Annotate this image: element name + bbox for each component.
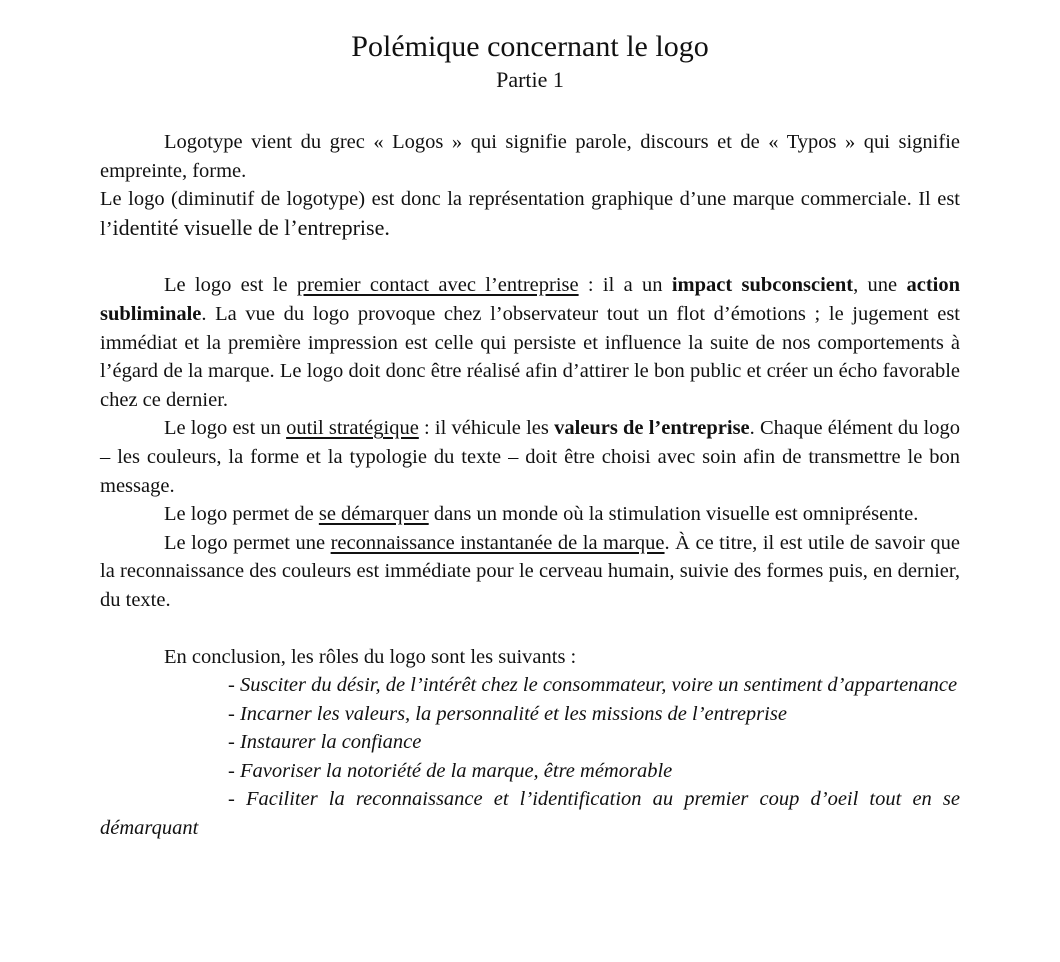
page-title: Polémique concernant le logo	[351, 30, 709, 63]
page-subtitle: Partie 1	[496, 67, 564, 92]
underlined-text: outil stratégique	[286, 417, 419, 440]
paragraph-text: . La vue du logo provoque chez l’observateur tout un flot d’émotions ; le jugement est immédiat et la première impression est celle qui persiste et influence la suite de nos comportements à l’égard de la marque. Le logo doit donc être réalisé afin d’attirer le bon public et créer un écho favorable chez ce dernier.	[100, 302, 960, 411]
paragraph-text: . Chaque élément du logo – les couleurs, la forme et la typologie du texte – doit être choisi avec soin afin de transmettre le bon message.	[100, 417, 961, 497]
paragraph-text: . À ce titre, il est utile de savoir que la reconnaissance des couleurs est immédiate pour le cerveau humain, suivie des formes puis, en dernier, du texte.	[100, 531, 960, 611]
paragraph-conclusion: En conclusion, les rôles du logo sont les suivants :	[164, 645, 577, 668]
paragraph-text: Le logo est un	[164, 417, 287, 440]
paragraph-recognition	[100, 529, 960, 615]
paragraph-text: Le logo est le	[164, 274, 297, 297]
paragraph-text: , une	[853, 274, 907, 297]
paragraph-strategic-tool	[100, 414, 960, 500]
list-item: - Instaurer la confiance	[228, 731, 422, 754]
spacer	[100, 615, 960, 643]
paragraph-text: : il véhicule les	[418, 417, 555, 440]
paragraph-text: Le logo (diminutif de logotype) est donc la représentation graphique d’une marque commerciale. Il est l’	[100, 188, 960, 240]
list-item: - Faciliter la reconnaissance et l’identification au premier coup d’oeil tout en se démarquant	[100, 788, 960, 840]
bold-text: impact subconscient	[671, 274, 854, 297]
paragraph-emphasis: identité visuelle de l’entreprise.	[112, 214, 390, 240]
paragraph-definition	[100, 185, 960, 243]
paragraph-etymology	[100, 128, 960, 185]
list-item: - Incarner les valeurs, la personnalité et les missions de l’entreprise	[228, 702, 787, 725]
paragraph-text: Le logo permet de	[164, 503, 319, 526]
roles-list	[100, 671, 960, 843]
list-item: - Susciter du désir, de l’intérêt chez le consommateur, voire un sentiment d’appartenance	[228, 674, 958, 697]
document-body	[100, 128, 960, 843]
underlined-text: reconnaissance instantanée de la marque	[330, 531, 665, 554]
underlined-text: premier contact avec l’entreprise	[296, 274, 579, 297]
paragraph-text: Logotype vient du grec « Logos » qui signifie parole, discours et de « Typos » qui signifie empreinte, forme.	[100, 131, 960, 182]
underlined-text: se démarquer	[318, 503, 429, 526]
bold-text: valeurs de l’entreprise	[554, 417, 750, 440]
paragraph-stand-out	[100, 500, 960, 529]
bold-text: action subliminale	[100, 274, 960, 325]
paragraph-text: dans un monde où la stimulation visuelle est omniprésente.	[428, 503, 919, 526]
paragraph-text: Le logo permet une	[164, 531, 331, 554]
paragraph-first-contact	[100, 271, 960, 414]
list-item: - Favoriser la notoriété de la marque, être mémorable	[228, 759, 673, 782]
spacer	[100, 243, 960, 271]
paragraph-text: : il a un	[578, 274, 672, 297]
